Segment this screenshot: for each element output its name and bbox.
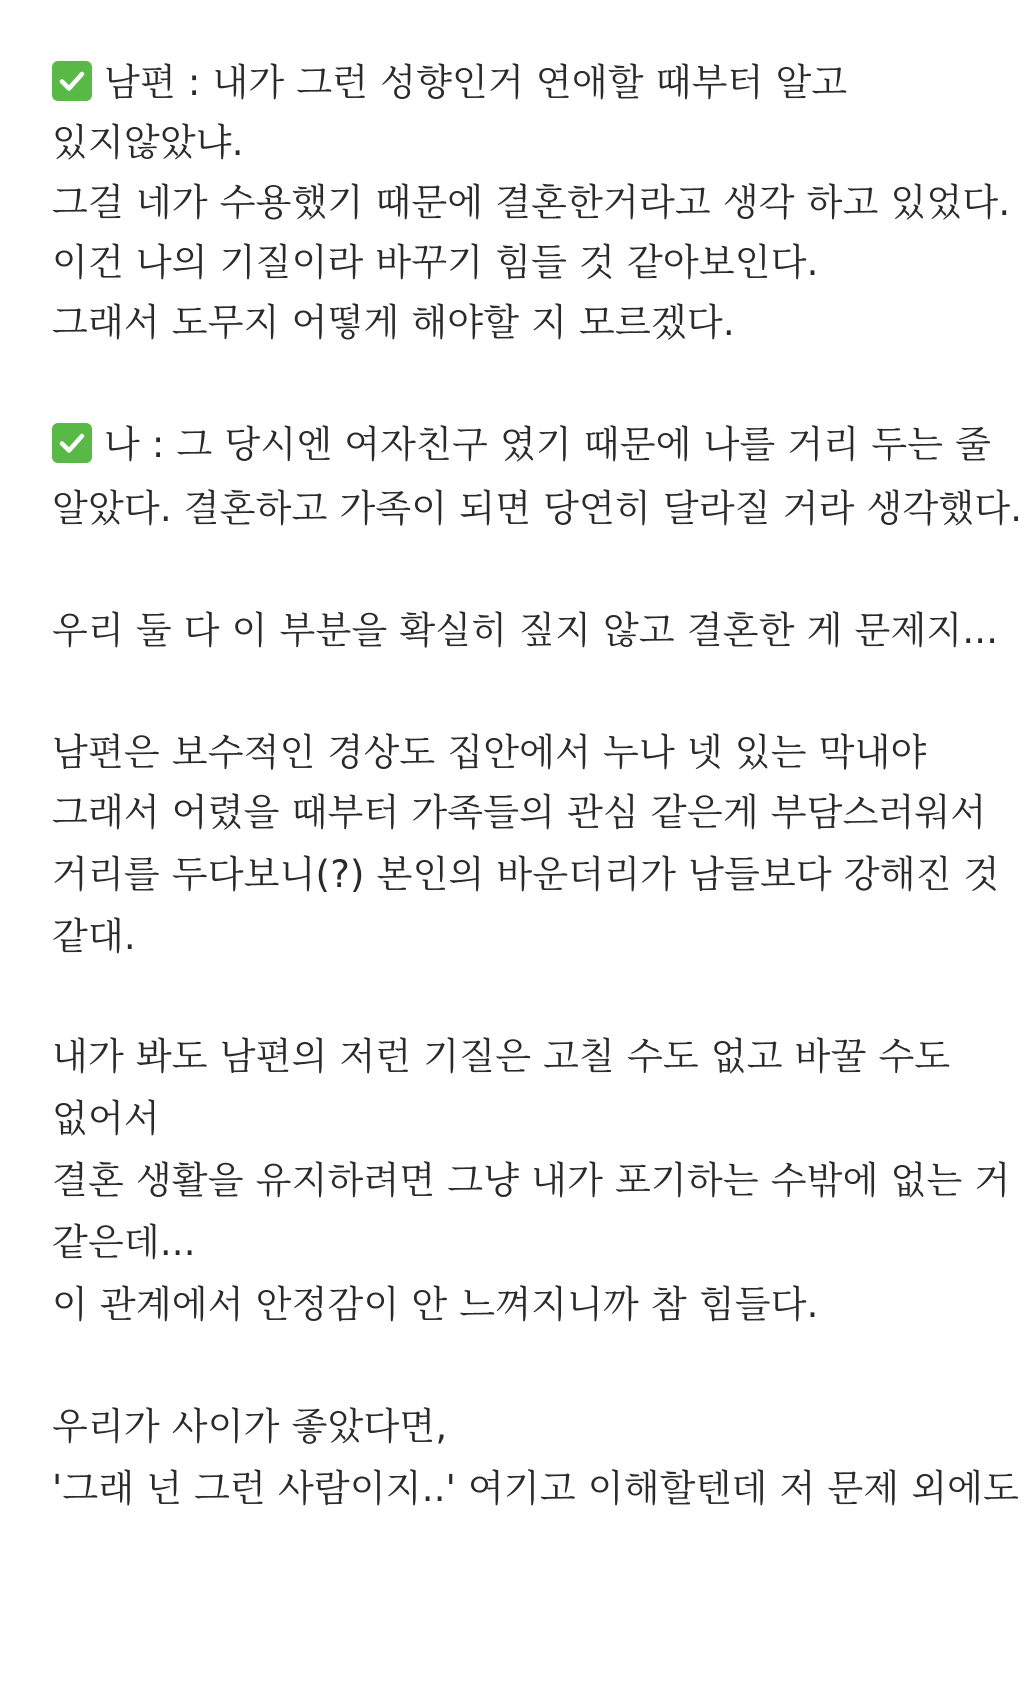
husband-statement-line-4: 이건 나의 기질이라 바꾸기 힘들 것 같아보인다. (52, 241, 819, 284)
paragraph-relationship-line-2: '그래 넌 그런 사람이지..' 여기고 이해할텐데 저 문제 외에도 (52, 1467, 1020, 1510)
husband-statement-line-1: 남편 : 내가 그런 성향인거 연애할 때부터 알고 (52, 58, 1012, 108)
husband-statement-line-5: 그래서 도무지 어떻게 해야할 지 모르겠다. (52, 301, 735, 344)
check-mark-icon (52, 61, 92, 101)
husband-statement-line-3: 그걸 네가 수용했기 때문에 결혼한거라고 생각 하고 있었다. (52, 181, 1011, 224)
paragraph-temperament-line-3: 결혼 생활을 유지하려면 그냥 내가 포기하는 수밖에 없는 거 (52, 1159, 1011, 1202)
paragraph-temperament-line-5: 이 관계에서 안정감이 안 느껴지니까 참 힘들다. (52, 1283, 819, 1326)
paragraph-husband-background-line-1: 남편은 보수적인 경상도 집안에서 누나 넷 있는 막내야 (52, 731, 927, 774)
my-statement-line-1: 나 : 그 당시엔 여자친구 였기 때문에 나를 거리 두는 줄 (52, 420, 1012, 470)
paragraph-husband-background-line-4: 같대. (52, 915, 136, 958)
paragraph-temperament-line-2: 없어서 (52, 1097, 160, 1140)
paragraph-temperament-line-4: 같은데... (52, 1221, 196, 1264)
my-statement-line-2: 알았다. 결혼하고 가족이 되면 당연히 달라질 거라 생각했다. (52, 487, 1023, 530)
paragraph-husband-background-line-2: 그래서 어렸을 때부터 가족들의 관심 같은게 부담스러워서 (52, 791, 987, 834)
check-mark-icon (52, 423, 92, 463)
husband-statement-line-2: 있지않았냐. (52, 121, 244, 164)
paragraph-relationship-line-1: 우리가 사이가 좋았다면, (52, 1405, 448, 1448)
paragraph-problem-line-1: 우리 둘 다 이 부분을 확실히 짚지 않고 결혼한 게 문제지... (52, 609, 999, 652)
paragraph-husband-background-line-3: 거리를 두다보니(?) 본인의 바운더리가 남들보다 강해진 것 (52, 853, 1000, 896)
paragraph-temperament-line-1: 내가 봐도 남편의 저런 기질은 고칠 수도 없고 바꿀 수도 (52, 1035, 951, 1078)
